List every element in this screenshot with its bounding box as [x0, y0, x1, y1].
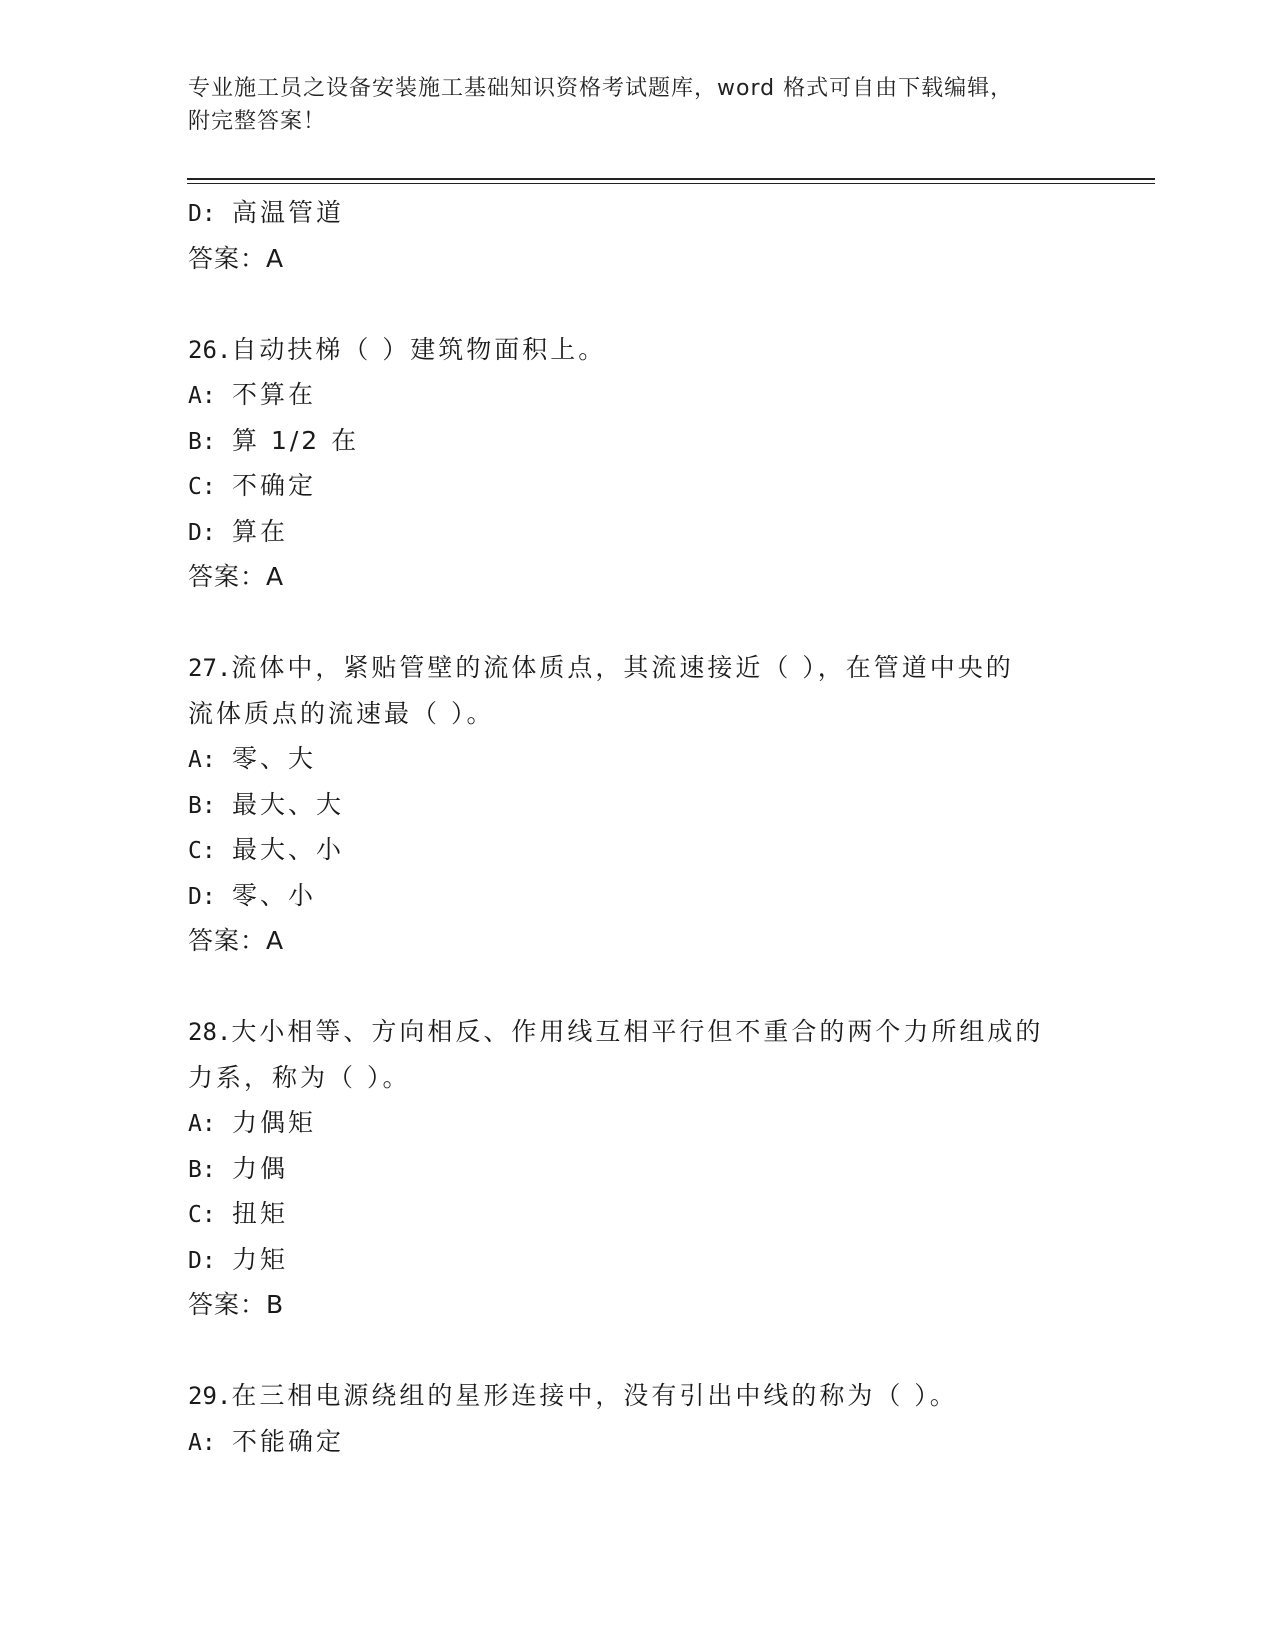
option-d — [188, 1237, 1088, 1283]
answer-line: 答案：A — [188, 243, 285, 273]
question-text: 流体中，紧贴管壁的流体质点，其流速接近（ ），在管道中央的 — [231, 653, 1014, 682]
option-a — [188, 372, 1088, 418]
question-text: 流体质点的流速最（ ）。 — [188, 698, 495, 728]
question-text: 在三相电源绕组的星形连接中，没有引出中线的称为（ ）。 — [231, 1381, 958, 1410]
option-text: 力偶矩 — [232, 1108, 317, 1137]
question-text: 自动扶梯（ ）建筑物面积上。 — [231, 334, 607, 364]
question-number: 29. — [188, 1382, 232, 1410]
option-letter: D: — [188, 201, 216, 227]
option-letter: C: — [188, 474, 216, 500]
option-c — [188, 463, 1088, 509]
option-text: 零、小 — [232, 880, 317, 910]
option-letter: A: — [188, 747, 216, 773]
option-letter: C: — [188, 1202, 216, 1228]
option-letter: A: — [188, 383, 216, 409]
option-a — [188, 736, 1088, 782]
option-text: 不能确定 — [232, 1426, 345, 1456]
question-27-stem-line-2 — [188, 691, 1088, 737]
question-text: 大小相等、方向相反、作用线互相平行但不重合的两个力所组成的 — [231, 1017, 1044, 1046]
question-text: 力系，称为（ ）。 — [188, 1062, 411, 1092]
option-letter: C: — [188, 838, 216, 864]
option-text: 最大、小 — [232, 835, 345, 864]
question-28-stem-line-1 — [188, 1009, 1088, 1055]
option-letter: A: — [188, 1111, 216, 1137]
option-text: 算在 — [232, 516, 289, 546]
answer-line: 答案：A — [188, 926, 285, 955]
option-letter: B: — [188, 792, 216, 819]
option-a — [188, 1100, 1088, 1146]
question-list — [188, 190, 1088, 1464]
header-divider-thin — [187, 183, 1155, 184]
question-26-stem-line — [188, 327, 1088, 373]
question-number: 27. — [188, 654, 232, 682]
question-27-stem-line-1 — [188, 645, 1088, 691]
question-29-stem-line — [188, 1373, 1088, 1419]
option-letter: B: — [188, 1156, 216, 1183]
option-letter: B: — [188, 428, 216, 455]
spacer — [188, 964, 1088, 1010]
header-line-2: 附完整答案！ — [188, 109, 327, 134]
header-divider-thick — [187, 178, 1155, 180]
question-28-stem-line-2 — [188, 1055, 1088, 1101]
question-number: 26. — [188, 335, 232, 364]
option-letter: A: — [188, 1429, 216, 1456]
question-number: 28. — [188, 1018, 232, 1046]
option-d — [188, 190, 1088, 236]
option-b — [188, 1146, 1088, 1192]
option-text: 扭矩 — [232, 1199, 289, 1228]
option-d — [188, 873, 1088, 919]
spacer — [188, 281, 1088, 327]
option-text: 算 1/2 在 — [232, 425, 360, 455]
answer-line: 答案：B — [188, 1290, 285, 1319]
header-line-1: 专业施工员之设备安装施工基础知识资格考试题库，word 格式可自由下载编辑， — [188, 76, 1014, 101]
option-text: 力偶 — [232, 1153, 289, 1183]
spacer — [188, 600, 1088, 646]
spacer — [188, 1328, 1088, 1374]
option-text: 最大、大 — [232, 789, 345, 819]
option-letter: D: — [188, 519, 216, 546]
option-text: 零、大 — [232, 744, 317, 773]
option-letter: D: — [188, 1247, 216, 1274]
answer-line: 答案：A — [188, 562, 285, 591]
document-header — [188, 72, 1088, 138]
option-d — [188, 509, 1088, 555]
option-a — [188, 1419, 1088, 1465]
option-text: 不算在 — [232, 380, 317, 409]
option-b — [188, 418, 1088, 464]
option-text: 力矩 — [232, 1244, 289, 1274]
option-text: 高温管道 — [232, 198, 345, 227]
option-b — [188, 782, 1088, 828]
option-c — [188, 1191, 1088, 1237]
option-text: 不确定 — [232, 471, 317, 500]
option-letter: D: — [188, 883, 216, 910]
option-c — [188, 827, 1088, 873]
